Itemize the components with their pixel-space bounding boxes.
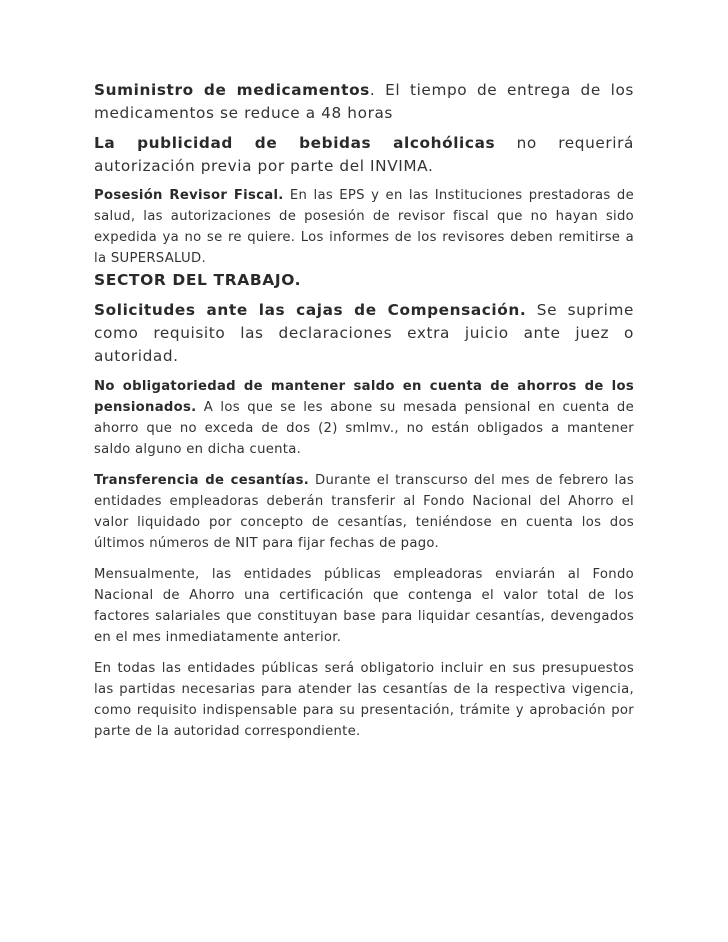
document-page — [94, 79, 634, 742]
paragraph-text: no requerirá autorización previa por parte del INVIMA. — [94, 134, 634, 175]
paragraph-medicamentos — [94, 79, 634, 125]
section-title: SECTOR DEL TRABAJO. — [94, 271, 302, 289]
paragraph-text: En todas las entidades públicas será obligatorio incluir en sus presupuestos las partidas necesarias para atender las cesantías de la respectiva vigencia, como requisito indispensable para su presentación, trámite y aprobación por parte de la autoridad correspondiente. — [94, 661, 634, 739]
paragraph-text: A los que se les abone su mesada pensional en cuenta de ahorro que no exceda de dos (2) smlmv., no están obligados a mantener saldo alguno en dicha cuenta. — [94, 400, 634, 457]
paragraph-pensionados — [94, 376, 634, 460]
paragraph-cesantias — [94, 470, 634, 554]
paragraph-mensualmente — [94, 564, 634, 648]
paragraph-revisor-fiscal — [94, 185, 634, 269]
paragraph-text: En las EPS y en las Instituciones prestadoras de salud, las autorizaciones de posesión de revisor fiscal que no hayan sido expedida ya no se re quiere. Los informes de los revisores deben remitirse a la SUPERSALUD. — [94, 188, 634, 266]
paragraph-text: . El tiempo de entrega de los medicamentos se reduce a 48 horas — [94, 81, 635, 122]
paragraph-heading: Solicitudes ante las cajas de Compensación. — [94, 301, 527, 319]
paragraph-heading: Suministro de medicamentos — [94, 81, 370, 99]
paragraph-presupuestos — [94, 658, 634, 742]
paragraph-cajas-compensacion — [94, 299, 634, 368]
paragraph-heading: No obligatoriedad de mantener saldo en cuenta de ahorros de los pensionados. — [94, 379, 634, 415]
paragraph-heading: Transferencia de cesantías. — [94, 473, 310, 488]
paragraph-heading: Posesión Revisor Fiscal. — [94, 188, 284, 203]
paragraph-text: Mensualmente, las entidades públicas empleadoras enviarán al Fondo Nacional de Ahorro una certificación que contenga el valor total de los factores salariales que constituyan base para liquidar cesantías, devengados en el mes inmediatamente anterior. — [94, 567, 634, 645]
paragraph-publicidad — [94, 132, 634, 178]
paragraph-text: Se suprime como requisito las declaraciones extra juicio ante juez o autoridad. — [94, 301, 634, 365]
paragraph-heading: La publicidad de bebidas alcohólicas — [94, 134, 496, 152]
paragraph-text: Durante el transcurso del mes de febrero las entidades empleadoras deberán transferir al Fondo Nacional del Ahorro el valor liquidado por concepto de cesantías, teniéndose en cuenta los dos últimos números de NIT para fijar fechas de pago. — [94, 473, 634, 551]
